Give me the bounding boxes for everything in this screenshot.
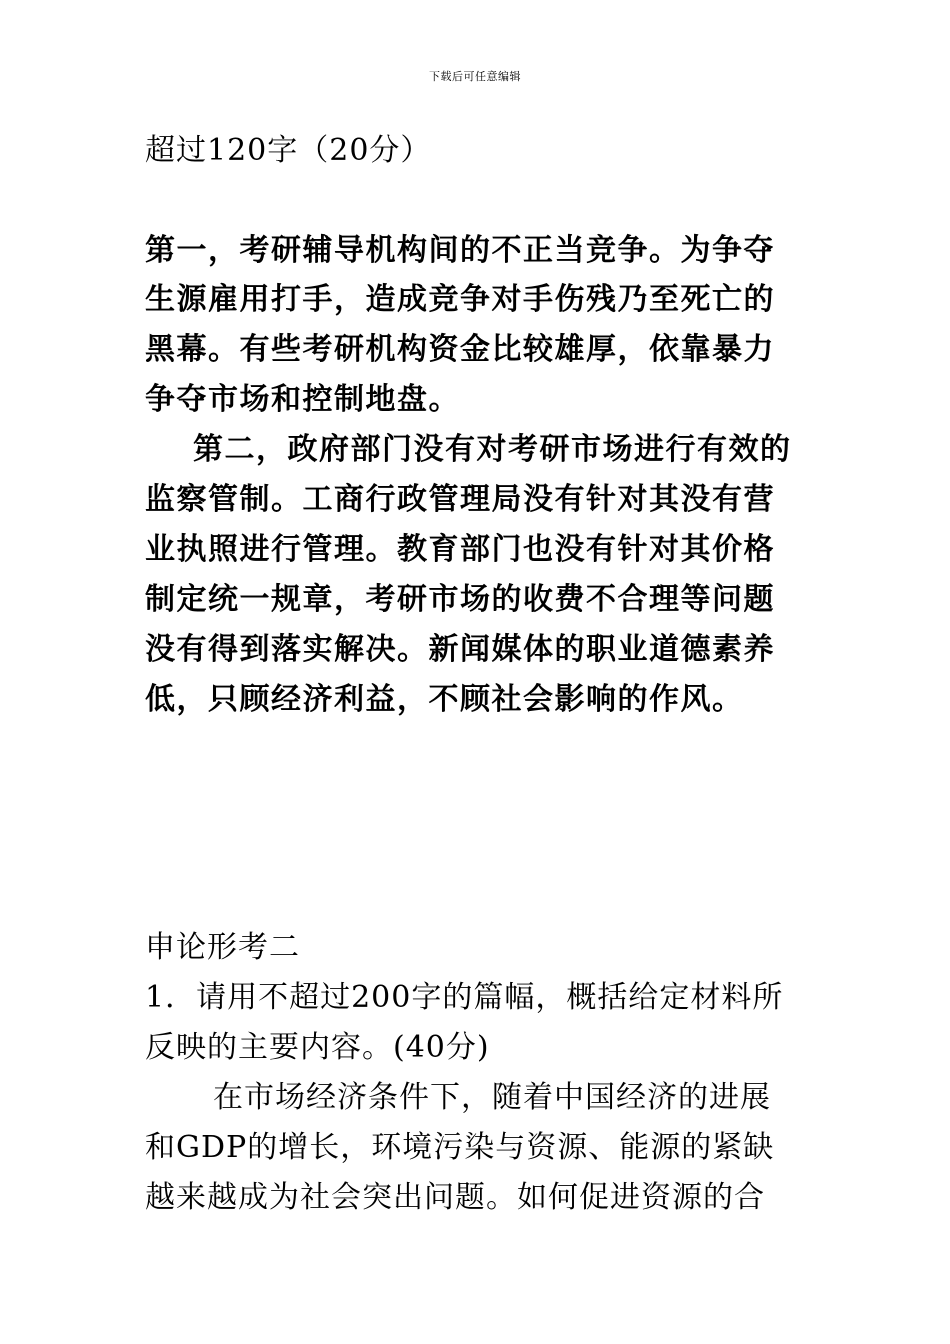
answer-line: 业执照进行管理。教育部门也没有针对其价格 bbox=[145, 532, 775, 567]
answer-line: 黑幕。有些考研机构资金比较雄厚，依靠暴力 bbox=[145, 332, 775, 367]
answer-line: 第一，考研辅导机构间的不正当竞争。为争夺 bbox=[145, 233, 775, 268]
material-line: 在市场经济条件下，随着中国经济的进展 bbox=[213, 1080, 771, 1115]
answer-line: 监察管制。工商行政管理局没有针对其没有营 bbox=[145, 482, 775, 517]
section-title: 申论形考二 bbox=[145, 930, 300, 965]
answer-line: 低，只顾经济利益，不顾社会影响的作风。 bbox=[145, 682, 744, 717]
answer-line: 生源雇用打手，造成竞争对手伤残乃至死亡的 bbox=[145, 282, 775, 317]
material-line: 和GDP的增长，环境污染与资源、能源的紧缺 bbox=[145, 1130, 775, 1165]
answer-line: 没有得到落实解决。新闻媒体的职业道德素养 bbox=[145, 632, 775, 667]
answer-line: 第二，政府部门没有对考研市场进行有效的 bbox=[193, 432, 792, 467]
page-header: 下载后可任意编辑 bbox=[429, 70, 521, 83]
answer-line: 争夺市场和控制地盘。 bbox=[145, 382, 460, 417]
previous-question-tail: 超过120字（20分） bbox=[145, 133, 432, 168]
question-line: 1．请用不超过200字的篇幅，概括给定材料所 bbox=[145, 980, 784, 1015]
material-line: 越来越成为社会突出问题。如何促进资源的合 bbox=[145, 1180, 765, 1215]
question-line: 反映的主要内容。(40分) bbox=[145, 1030, 490, 1065]
answer-line: 制定统一规章，考研市场的收费不合理等问题 bbox=[145, 582, 775, 617]
